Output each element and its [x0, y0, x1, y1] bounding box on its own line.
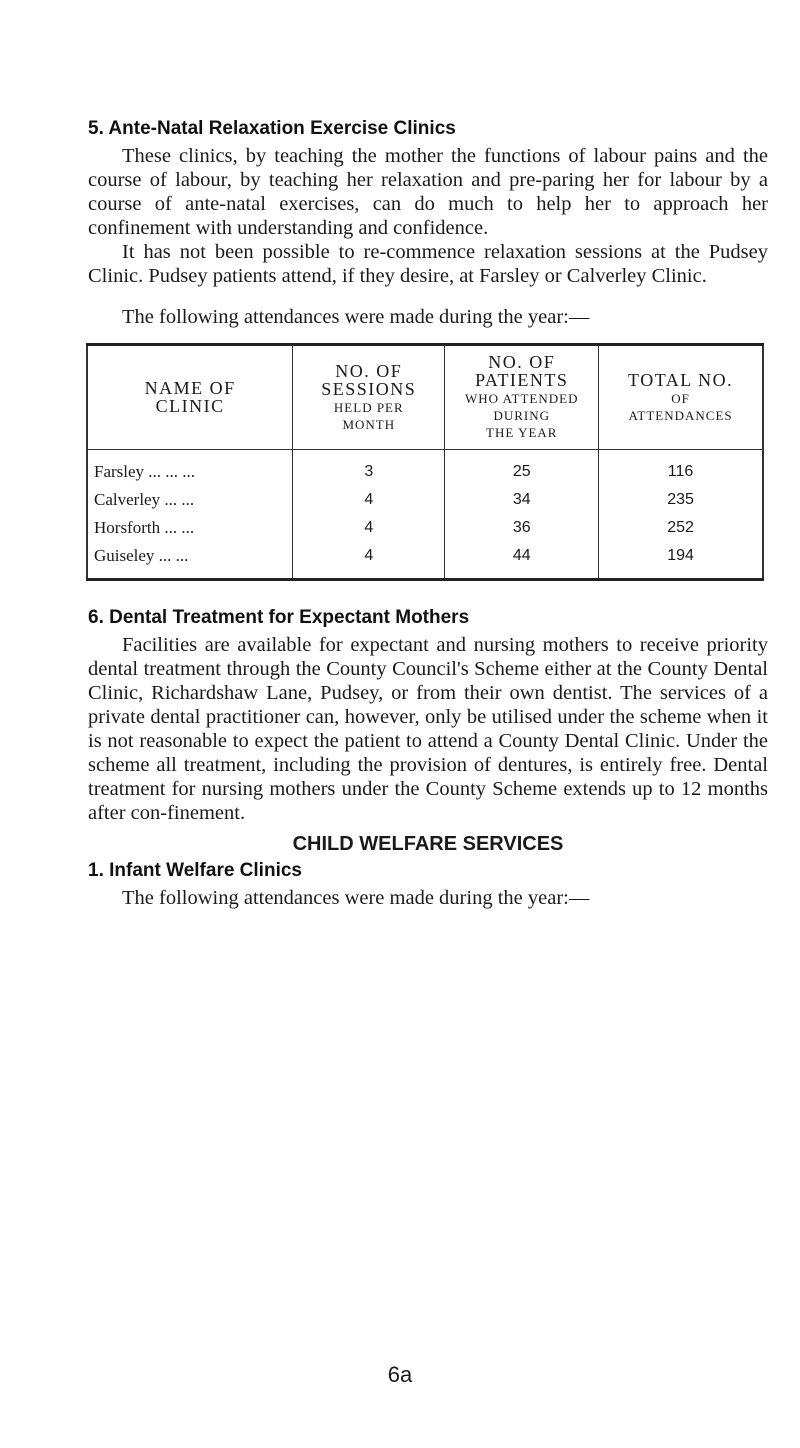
sessions-value: 4 — [293, 542, 445, 580]
attendances-value: 235 — [599, 486, 763, 514]
section-5-table-intro: The following attendances were made during the year:— — [122, 306, 590, 328]
header-line: OF — [671, 390, 690, 406]
attendances-value: 252 — [599, 514, 763, 542]
infant-welfare-intro: The following attendances were made during the year:— — [122, 887, 590, 909]
patients-value: 36 — [445, 514, 599, 542]
section-5-paragraph-2: It has not been possible to re-commence relaxation sessions at the Pudsey Clinic. Pudsey patients attend, if they desire, at Farsley or Calverley Clinic. — [88, 241, 768, 287]
header-line: WHO ATTENDED — [465, 391, 579, 406]
header-line: DURING — [493, 408, 551, 423]
table-row — [87, 514, 763, 542]
header-line: SESSIONS — [321, 378, 417, 399]
header-name-of-clinic — [87, 345, 293, 450]
clinic-name: Farsley ... ... ... — [87, 450, 293, 487]
header-line: NAME OF — [144, 377, 236, 398]
patients-value: 34 — [445, 486, 599, 514]
section-5-paragraph-1: These clinics, by teaching the mother the functions of labour pains and the course of labour, by teaching her relaxation and pre-paring her for labour by a course of ante-natal exercises, can do much to help her to approach her confinement with understanding and confidence. — [88, 145, 768, 239]
page-number: 6a — [387, 1362, 413, 1387]
header-line: NO. OF — [335, 360, 403, 381]
section-6-paragraph: Facilities are available for expectant and nursing mothers to receive priority dental treatment through the County Council's Scheme either at the County Dental Clinic, Richardshaw Lane, Pudsey, or from their own dentist. The services of a private dental practitioner can, however, only be utilised under the scheme when it is not reasonable to expect the patient to attend a County Dental Clinic. Under the scheme all treatment, including the provision of dentures, is entirely free. Dental treatment for nursing mothers under the County Scheme extends up to 12 months after con-finement. — [88, 634, 768, 824]
attendances-value: 116 — [599, 450, 763, 487]
table-row — [87, 542, 763, 580]
table-header-row — [87, 345, 763, 450]
header-patients — [445, 345, 599, 450]
patients-value: 44 — [445, 542, 599, 580]
header-line: TOTAL NO. — [628, 369, 734, 390]
header-total-attendances — [599, 345, 763, 450]
document-page — [88, 108, 768, 910]
header-line: PATIENTS — [475, 370, 569, 390]
clinic-name: Calverley ... ... — [87, 486, 293, 514]
sessions-value: 4 — [293, 514, 445, 542]
section-5-heading: 5. Ante-Natal Relaxation Exercise Clinics — [88, 118, 456, 139]
patients-value: 25 — [445, 450, 599, 487]
sessions-value: 3 — [293, 450, 445, 487]
attendance-table — [86, 343, 764, 581]
clinic-name: Horsforth ... ... — [87, 514, 293, 542]
header-line: THE YEAR — [486, 425, 558, 440]
table-row — [87, 450, 763, 487]
header-line: ATTENDANCES — [628, 407, 733, 423]
header-line: CLINIC — [155, 395, 225, 416]
section-6-heading: 6. Dental Treatment for Expectant Mothers — [88, 607, 470, 628]
table-row — [87, 486, 763, 514]
clinic-name: Guiseley ... ... — [87, 542, 293, 580]
header-sessions — [293, 345, 445, 450]
header-line: NO. OF — [488, 352, 556, 372]
attendances-value: 194 — [599, 542, 763, 580]
infant-welfare-heading: 1. Infant Welfare Clinics — [88, 860, 302, 881]
header-line: HELD PER — [333, 399, 404, 415]
header-line: MONTH — [342, 416, 396, 432]
child-welfare-title: CHILD WELFARE SERVICES — [292, 833, 564, 855]
sessions-value: 4 — [293, 486, 445, 514]
